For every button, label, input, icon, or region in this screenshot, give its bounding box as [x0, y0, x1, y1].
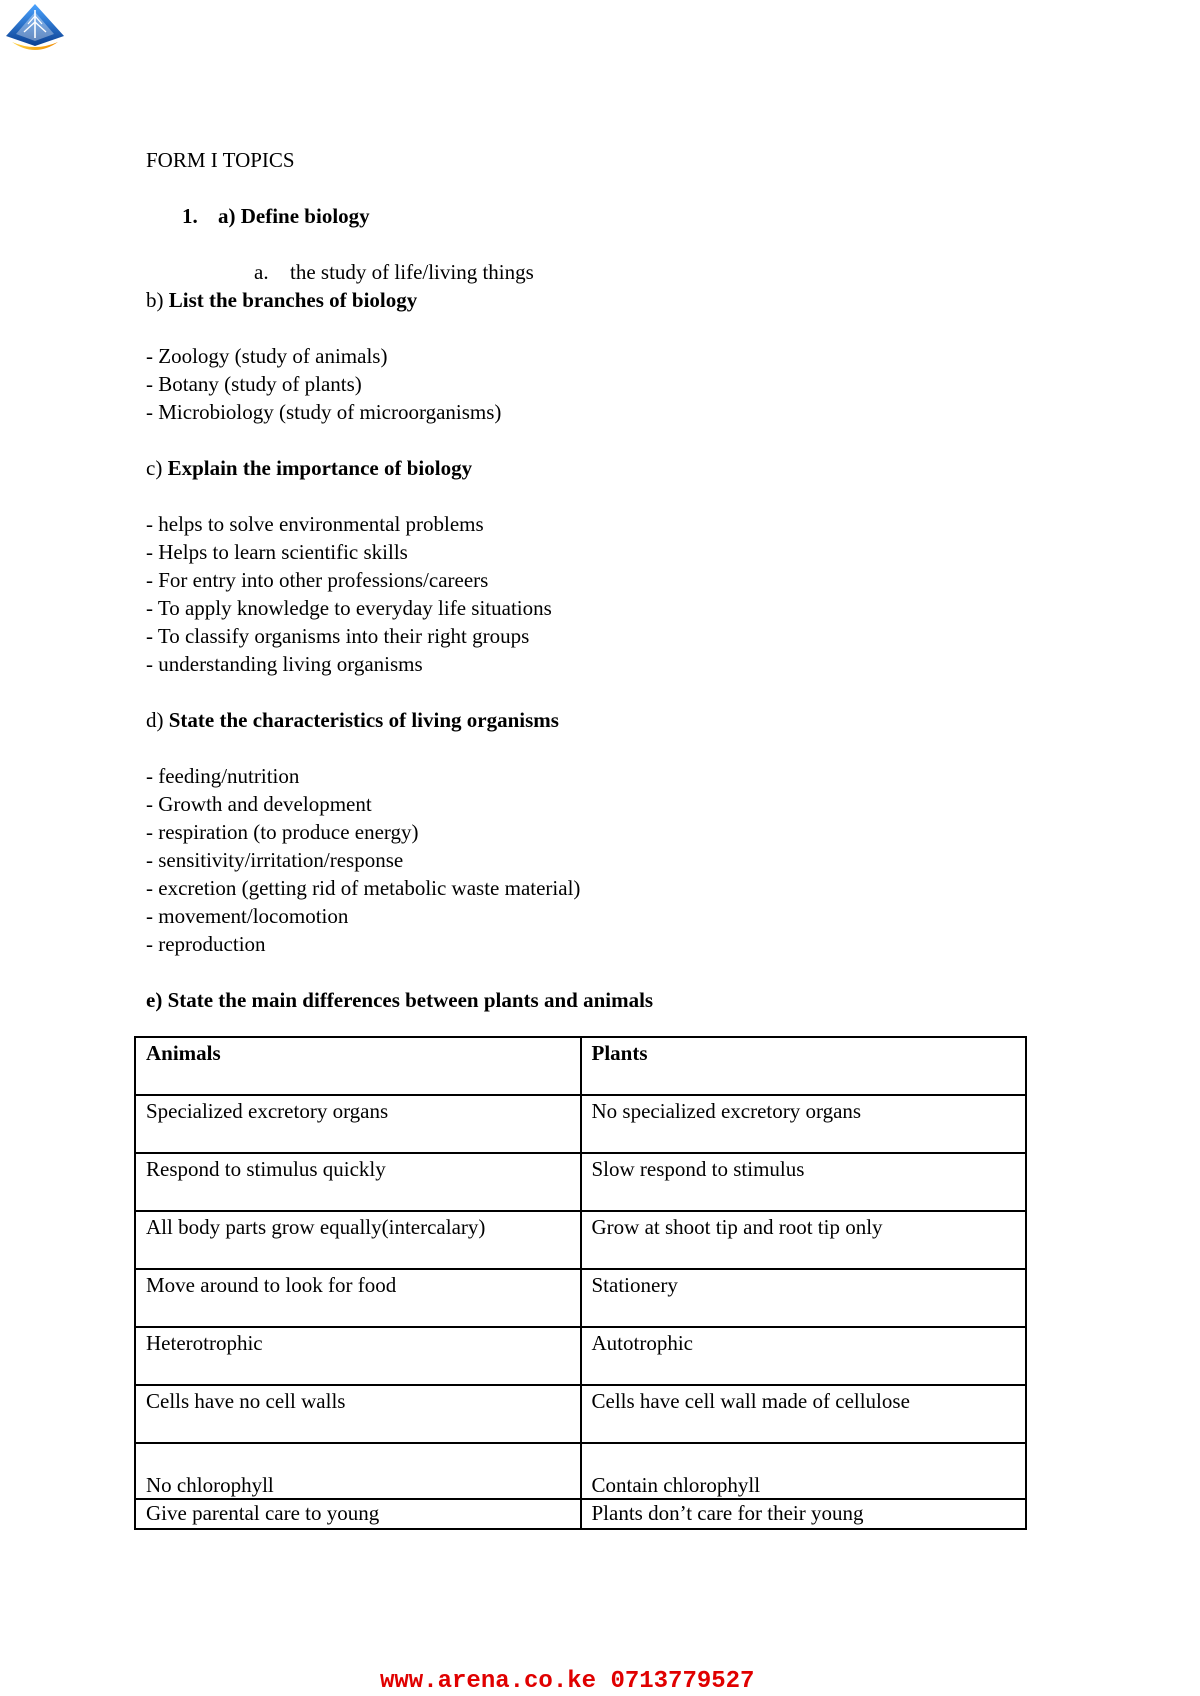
list-item: - excretion (getting rid of metabolic waste material) — [146, 876, 581, 900]
table-row — [135, 1153, 1026, 1211]
list-item: - respiration (to produce energy) — [146, 820, 419, 844]
page-title: FORM I TOPICS — [146, 148, 295, 172]
differences-table-wrap — [134, 1036, 1027, 1530]
plants-cell: Autotrophic — [581, 1327, 1027, 1385]
animals-cell: No chlorophyll — [135, 1443, 581, 1499]
question-b — [146, 286, 1066, 314]
spacer — [146, 230, 1066, 258]
list-item: - To classify organisms into their right groups — [146, 624, 530, 648]
answer-a-text: the study of life/living things — [290, 260, 534, 284]
question-b-heading: List the branches of biology — [168, 288, 418, 312]
question-d — [146, 706, 1066, 734]
table-row — [135, 1443, 1026, 1499]
question-number: 1. — [182, 204, 198, 228]
list-item: - helps to solve environmental problems — [146, 512, 484, 536]
animals-cell: Cells have no cell walls — [135, 1385, 581, 1443]
question-a-heading: a) Define biology — [218, 204, 370, 228]
question-d-prefix: d) — [146, 708, 169, 732]
plants-cell: Grow at shoot tip and root tip only — [581, 1211, 1027, 1269]
table-row — [135, 1269, 1026, 1327]
spacer — [146, 314, 1066, 342]
question-c — [146, 454, 1066, 482]
question-c-heading: Explain the importance of biology — [167, 456, 473, 480]
differences-table — [134, 1036, 1027, 1530]
animals-cell: Move around to look for food — [135, 1269, 581, 1327]
question-d-heading: State the characteristics of living organisms — [168, 708, 559, 732]
column-header-animals: Animals — [135, 1037, 581, 1095]
animals-cell: Respond to stimulus quickly — [135, 1153, 581, 1211]
list-item: - movement/locomotion — [146, 904, 349, 928]
list-item: - To apply knowledge to everyday life situations — [146, 596, 552, 620]
table-header-row — [135, 1037, 1026, 1095]
list-item: - sensitivity/irritation/response — [146, 848, 404, 872]
list-item: - Growth and development — [146, 792, 372, 816]
table-row — [135, 1095, 1026, 1153]
animals-cell: Specialized excretory organs — [135, 1095, 581, 1153]
spacer — [146, 174, 1066, 202]
column-header-plants: Plants — [581, 1037, 1027, 1095]
animals-cell: Heterotrophic — [135, 1327, 581, 1385]
question-a — [146, 202, 1066, 230]
list-item: - understanding living organisms — [146, 652, 423, 676]
list-item: - feeding/nutrition — [146, 764, 300, 788]
footer-contact: www.arena.co.ke 0713779527 — [380, 1668, 755, 1695]
list-item: - Botany (study of plants) — [146, 372, 362, 396]
spacer — [146, 678, 1066, 706]
plants-cell: Stationery — [581, 1269, 1027, 1327]
spacer — [146, 482, 1066, 510]
spacer — [146, 426, 1066, 454]
table-row — [135, 1327, 1026, 1385]
list-item: - Zoology (study of animals) — [146, 344, 388, 368]
list-item: - For entry into other professions/careers — [146, 568, 489, 592]
plants-cell: Plants don’t care for their young — [581, 1499, 1027, 1529]
document-body — [146, 146, 1066, 1014]
table-row — [135, 1211, 1026, 1269]
answer-marker: a. — [254, 260, 269, 284]
question-c-prefix: c) — [146, 456, 168, 480]
arena-logo-icon — [4, 2, 66, 56]
animals-cell: Give parental care to young — [135, 1499, 581, 1529]
spacer — [146, 734, 1066, 762]
plants-cell: Contain chlorophyll — [581, 1443, 1027, 1499]
list-item: - reproduction — [146, 932, 266, 956]
table-row — [135, 1499, 1026, 1529]
list-item: - Microbiology (study of microorganisms) — [146, 400, 502, 424]
table-row — [135, 1385, 1026, 1443]
list-item: - Helps to learn scientific skills — [146, 540, 408, 564]
question-b-prefix: b) — [146, 288, 169, 312]
plants-cell: Slow respond to stimulus — [581, 1153, 1027, 1211]
animals-cell: All body parts grow equally(intercalary) — [135, 1211, 581, 1269]
plants-cell: Cells have cell wall made of cellulose — [581, 1385, 1027, 1443]
spacer — [146, 958, 1066, 986]
question-e-heading: e) State the main differences between plants and animals — [146, 988, 654, 1012]
plants-cell: No specialized excretory organs — [581, 1095, 1027, 1153]
answer-a — [146, 258, 1066, 286]
